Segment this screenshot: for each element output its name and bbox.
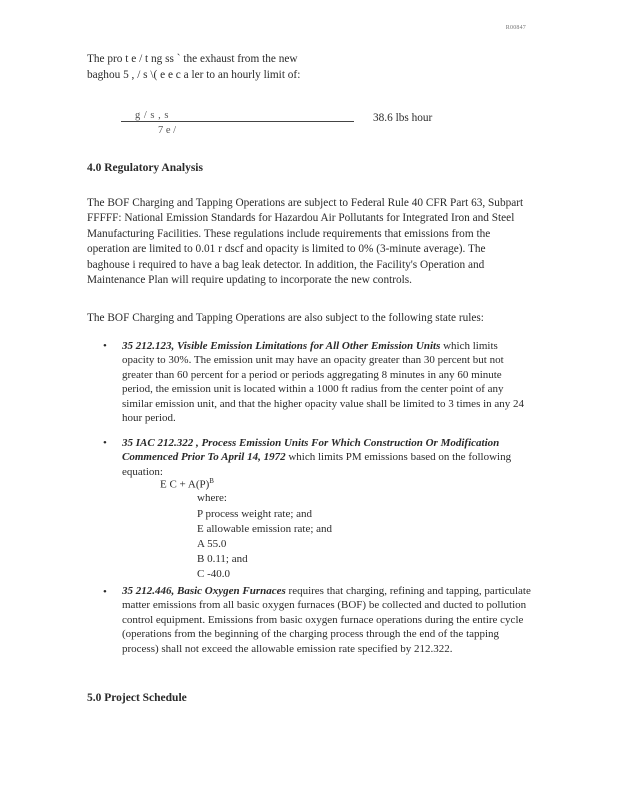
pm-equation-exponent: B [209, 477, 214, 485]
variable-definition: C -40.0 [197, 568, 230, 580]
rule-212-446 [122, 584, 532, 656]
rule-text: requires that charging, refining and tapping, particulate matter emissions from all basic oxygen furnaces (BOF) be collected and ducted to pollution control equipment. Emissions from basic oxygen furnace operations during the entire cycle (operations from the beginning of the charging process through the end of the tapping process) shall not exceed the allowable emission rate specified by 212.322. [122, 585, 531, 655]
variable-definition: E allowable emission rate; and [197, 523, 333, 535]
section-4-paragraph-1: The BOF Charging and Tapping Operations are subject to Federal Rule 40 CFR Part 63, Subpart FFFFF: National Emission Standards for Hazardou Air Pollutants for Integrated Iron and Steel Manufacturing Facilities. These regulations include requirements that emissions from the operation are limited to 0.01 r dscf and opacity is limited to 0% (3-minute average). The baghouse i required to have a bag leak detector. In addition, the Facility's Operation and Maintenance Plan will require updating to incorporate the new controls. [87, 197, 524, 287]
variable-definition: B 0.11; and [197, 553, 248, 565]
intro-line-1: The pro t e / t ng ss ` the exhaust from the new [87, 53, 298, 65]
rule-title: 35 212.446, Basic Oxygen Furnaces [122, 585, 286, 597]
section-4-heading: 4.0 Regulatory Analysis [87, 162, 203, 174]
bullet-marker: • [103, 586, 107, 598]
section-4-paragraph-2: The BOF Charging and Tapping Operations are also subject to the following state rules: [87, 312, 484, 324]
page-number: R00847 [505, 25, 526, 31]
where-label: where: [197, 492, 227, 504]
equation-numerator: g / s , s [135, 110, 169, 121]
intro-line-2: baghou 5 , / s \( e e c a ler to an hourly limit of: [87, 69, 301, 81]
equation-denominator: 7 e / [158, 125, 177, 136]
rule-text: which limits opacity to 30%. The emission unit may have an opacity greater than 30 percent but not greater than 60 percent for a period or periods aggregating 8 minutes in any 60 minute period, the emission unit is located within a 1000 ft radius from the center point of any similar emission unit, and that the higher opacity value shall be limited to 3 times in any 24 hour period. [122, 340, 525, 425]
rule-title: 35 IAC 212.322 , Process Emission Units For Which Construction Or Modification Commenced Prior To April 14, 1972 [122, 437, 500, 464]
variable-definition: A 55.0 [197, 538, 227, 550]
rule-text: which limits PM emissions based on the following equation: [122, 451, 512, 478]
pm-equation [160, 477, 214, 491]
section-5-heading: 5.0 Project Schedule [87, 692, 187, 704]
rule-212-123 [122, 339, 532, 425]
variable-definition: P process weight rate; and [197, 508, 313, 520]
pm-equation-expression: E C + A(P) [160, 478, 210, 491]
equation-result: 38.6 lbs hour [373, 112, 433, 124]
rule-212-322 [122, 436, 532, 479]
rule-title: 35 212.123, Visible Emission Limitations for All Other Emission Units [122, 340, 441, 352]
bullet-marker: • [103, 437, 107, 449]
equation-fraction-bar [121, 121, 354, 122]
bullet-marker: • [103, 340, 107, 352]
